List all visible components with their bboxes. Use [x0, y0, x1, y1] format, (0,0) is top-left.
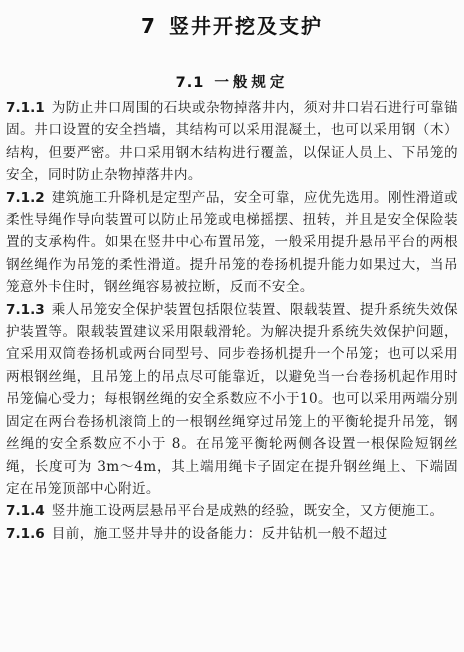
section-number: 7.1 [175, 75, 205, 91]
section-title-text: 一般规定 [214, 75, 289, 91]
clause-number: 7.1.4 [6, 503, 45, 520]
clause-number: 7.1.1 [6, 100, 45, 116]
chapter-number: 7 [141, 14, 157, 38]
clause-paragraph [6, 187, 458, 299]
section-title [0, 71, 464, 92]
chapter-title-text: 竖井开挖及支护 [168, 14, 323, 38]
clause-text: 为防止井口周围的石块或杂物掉落井内，须对井口岩石进行可靠锚固。井口设置的安全挡墙，其结构可以采用混凝土，也可以采用钢（木）结构，但要严密。井口采用钢木结构进行覆盖，以保证人员上、下吊笼的安全，同时防止杂物掉落井内。 [6, 100, 458, 184]
chapter-title [0, 10, 464, 39]
clause-text: 建筑施工升降机是定型产品，安全可靠，应优先选用。刚性滑道或柔性导绳作导向装置可以防止吊笼或电梯摇摆、扭转，并且是安全保险装置的支承构件。如果在竖井中心布置吊笼，一般采用提升悬吊平台的两根钢丝绳作为吊笼的柔性滑道。提升吊笼的卷扬机提升能力如果过大，当吊笼意外卡住时，钢丝绳容易被拉断，反而不安全。 [6, 189, 458, 296]
clause-paragraph [6, 299, 458, 501]
document-body [6, 97, 458, 545]
clause-number: 7.1.2 [6, 189, 45, 206]
clause-paragraph [6, 500, 458, 522]
clause-paragraph [6, 97, 458, 187]
clause-text: 目前，施工竖井导井的设备能力：反井钻机一般不超过 [51, 525, 388, 542]
clause-number: 7.1.3 [6, 301, 45, 318]
clause-text: 乘人吊笼安全保护装置包括限位装置、限载装置、提升系统失效保护装置等。限载装置建议采用限载滑轮。为解决提升系统失效保护问题，宜采用双筒卷扬机或两台同型号、同步卷扬机提升一个吊笼；也可以采用两根钢丝绳，且吊笼上的吊点尽可能靠近，以避免当一台卷扬机起作用时吊笼偏心受力；每根钢丝绳的安全系数应不小于10。也可以采用两端分别固定在两台卷扬机滚筒上的一根钢丝绳穿过吊笼上的平衡轮提升吊笼，钢丝绳的安全系数应不小于 8。在吊笼平衡轮两侧各设置一根保险短钢丝绳，长度可为 3m～4m，其上端用绳卡子固定在提升钢丝绳上、下端固定在吊笼顶部中心附近。 [6, 301, 458, 497]
clause-number: 7.1.6 [6, 525, 45, 542]
clause-paragraph [6, 523, 458, 545]
clause-text: 竖井施工设两层悬吊平台是成熟的经验，既安全，又方便施工。 [51, 503, 444, 520]
